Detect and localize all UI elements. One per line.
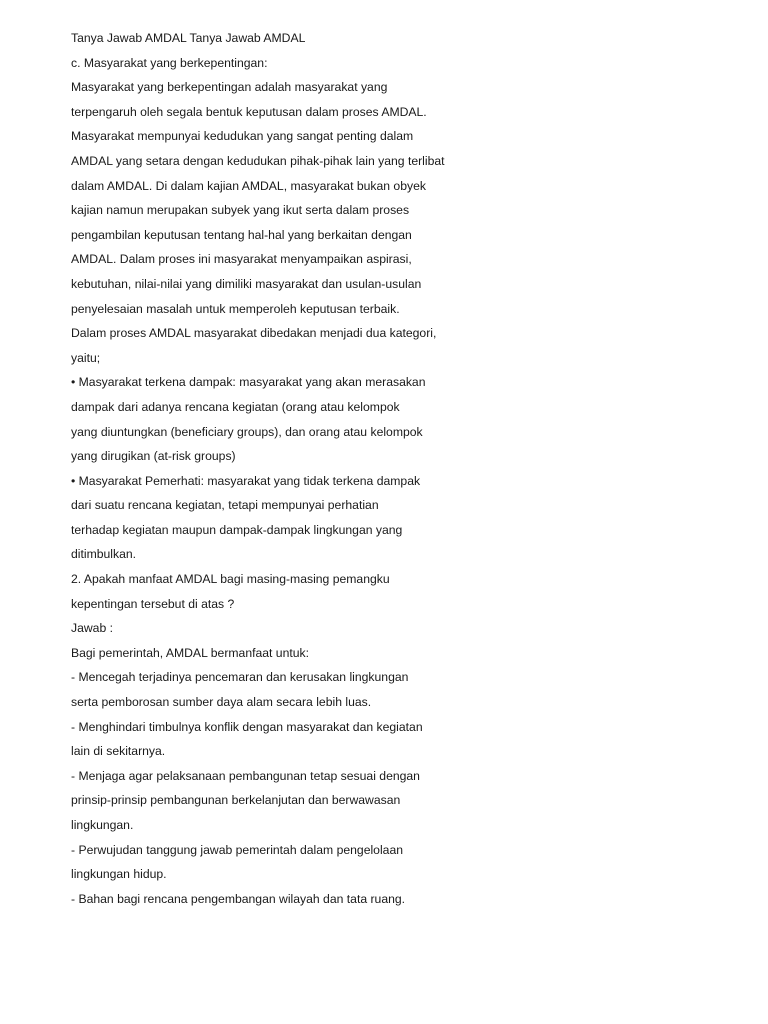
text-line: Dalam proses AMDAL masyarakat dibedakan menjadi dua kategori,	[71, 326, 437, 341]
text-line: - Menghindari timbulnya konflik dengan masyarakat dan kegiatan	[71, 719, 423, 734]
text-line: yang diuntungkan (beneficiary groups), dan orang atau kelompok	[71, 424, 423, 439]
text-line: serta pemborosan sumber daya alam secara lebih luas.	[71, 695, 372, 710]
text-line: ditimbulkan.	[71, 547, 137, 562]
text-line: - Perwujudan tanggung jawab pemerintah dalam pengelolaan	[71, 842, 404, 857]
text-line: AMDAL yang setara dengan kedudukan pihak-pihak lain yang terlibat	[71, 153, 445, 168]
text-line: dari suatu rencana kegiatan, tetapi mempunyai perhatian	[71, 498, 379, 513]
text-line: prinsip-prinsip pembangunan berkelanjutan dan berwawasan	[71, 793, 401, 808]
text-line: lain di sekitarnya.	[71, 744, 166, 759]
text-line: yang dirugikan (at-risk groups)	[71, 449, 236, 464]
text-line: Masyarakat yang berkepentingan adalah masyarakat yang	[71, 80, 388, 95]
text-line: lingkungan hidup.	[71, 867, 167, 882]
text-line: penyelesaian masalah untuk memperoleh keputusan terbaik.	[71, 301, 400, 316]
document-body	[71, 26, 731, 911]
text-line: terpengaruh oleh segala bentuk keputusan dalam proses AMDAL.	[71, 104, 427, 119]
document-title: Tanya Jawab AMDAL Tanya Jawab AMDAL	[71, 31, 306, 45]
text-line: dampak dari adanya rencana kegiatan (orang atau kelompok	[71, 399, 400, 414]
text-line: c. Masyarakat yang berkepentingan:	[71, 55, 268, 70]
text-line: Masyarakat mempunyai kedudukan yang sangat penting dalam	[71, 129, 414, 144]
text-line: lingkungan.	[71, 818, 134, 832]
text-line: kebutuhan, nilai-nilai yang dimiliki masyarakat dan usulan-usulan	[71, 276, 422, 291]
text-line: dalam AMDAL. Di dalam kajian AMDAL, masyarakat bukan obyek	[71, 178, 426, 193]
text-line: kajian namun merupakan subyek yang ikut serta dalam proses	[71, 203, 410, 218]
text-line: kepentingan tersebut di atas ?	[71, 596, 235, 611]
text-line: • Masyarakat terkena dampak: masyarakat yang akan merasakan	[71, 375, 426, 390]
text-line: Jawab :	[71, 621, 114, 636]
text-line: - Bahan bagi rencana pengembangan wilayah dan tata ruang.	[71, 891, 406, 906]
text-line: - Mencegah terjadinya pencemaran dan kerusakan lingkungan	[71, 670, 409, 685]
text-line: - Menjaga agar pelaksanaan pembangunan tetap sesuai dengan	[71, 768, 420, 783]
text-line: pengambilan keputusan tentang hal-hal yang berkaitan dengan	[71, 227, 412, 242]
text-line: • Masyarakat Pemerhati: masyarakat yang tidak terkena dampak	[71, 473, 421, 488]
text-line: Bagi pemerintah, AMDAL bermanfaat untuk:	[71, 645, 310, 660]
text-line: 2. Apakah manfaat AMDAL bagi masing-masing pemangku	[71, 572, 390, 587]
text-line: AMDAL. Dalam proses ini masyarakat menyampaikan aspirasi,	[71, 252, 412, 267]
text-line: terhadap kegiatan maupun dampak-dampak lingkungan yang	[71, 522, 403, 537]
text-line: yaitu;	[71, 350, 101, 365]
